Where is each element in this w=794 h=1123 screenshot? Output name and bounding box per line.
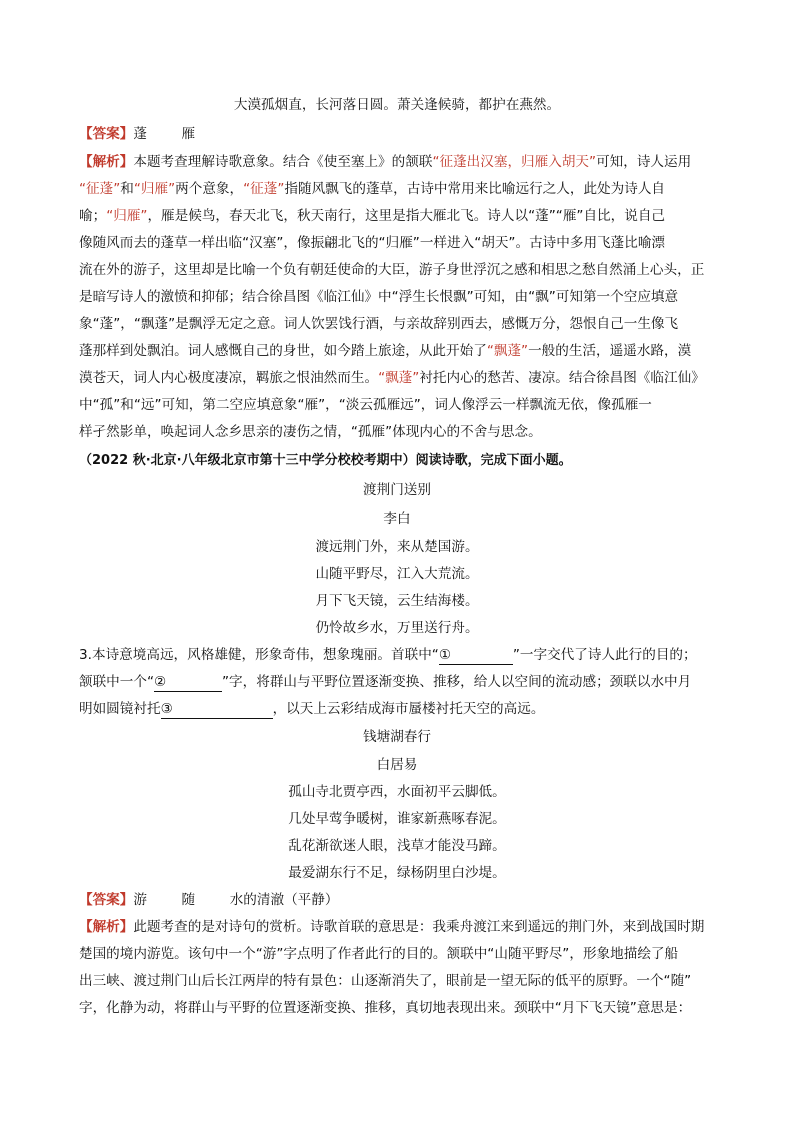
text: 漠苍天，词人内心极度凄凉，羁旅之恨油然而生。 (79, 370, 379, 386)
poem1-line: 月下飞天镜，云生结海楼。 (315, 593, 479, 609)
poem1-line: 渡远荆门外，来从楚国游。 (315, 539, 479, 555)
poem1-author: 李白 (383, 511, 411, 527)
top-verse: 大漠孤烟直，长河落日圆。萧关逢候骑，都护在燕然。 (233, 97, 561, 113)
poem2-title: 钱塘湖春行 (363, 729, 431, 745)
text: 蓬那样到处飘泊。词人感慨自己的身世，如今踏上旅途，从此开始了 (79, 343, 487, 359)
answer-label: 【答案】 (79, 126, 134, 142)
analysis-line-5: 流在外的游子，这里却是比喻一个负有朝廷使命的大臣，游子身世浮沉之感和相思之愁自然涌上心头，正 (79, 262, 705, 278)
analysis2-line-4: 字，化静为动，将群山与平野的位置逐渐变换、推移，真切地表现出来。颈联中“月下飞天镜”意思是： (79, 1000, 692, 1016)
text: ”字，将群山与平野位置逐渐变换、推移，给人以空间的流动感；颈联以水中月 (222, 674, 692, 690)
answer-label: 【答案】 (79, 892, 134, 908)
analysis-line-3 (79, 207, 719, 225)
text: ”一字交代了诗人此行的目的； (512, 647, 697, 663)
text: 指随风飘飞的蓬草，古诗中常用来比喻远行之人，此处为诗人自 (284, 181, 666, 197)
section-header: （2022 秋·北京·八年级北京市第十三中学分校校考期中）阅读诗歌，完成下面小题。 (79, 453, 572, 468)
analysis-line-11: 样孑然影单，唤起词人念乡思亲的凄伤之情，“孤雁”体现内心的不舍与思念。 (79, 424, 542, 440)
text: 衬托内心的愁苦、凄凉。结合徐昌图《临江仙》 (419, 370, 705, 386)
highlight: “飘蓬” (378, 370, 420, 386)
blank-3[interactable]: ③ (161, 700, 273, 719)
highlight: “归雁” (133, 181, 176, 197)
text: 明如圆镜衬托 (79, 701, 161, 717)
analysis-line-10: 中“孤”和“远”可知，第二空应填意象“雁”，“淡云孤雁远”，词人像浮云一样飘流无依，像孤雁一 (79, 397, 652, 413)
blank-1[interactable]: ① (439, 646, 513, 665)
analysis-line-2 (79, 180, 719, 198)
question-3-line-2 (79, 673, 719, 692)
poem2-line: 孤山寺北贾亭西，水面初平云脚低。 (288, 784, 506, 800)
text: ，雁是候鸟，春天北飞，秋天南行，这里是指大雁北飞。诗人以“蓬”“雁”自比，说自己 (147, 208, 666, 224)
analysis-label: 【解析】 (79, 154, 134, 170)
analysis-line-1 (79, 153, 719, 171)
answer-text: 游 随 水的清澈（平静） (133, 892, 339, 908)
analysis-label: 【解析】 (79, 919, 134, 935)
analysis-line-9 (79, 369, 719, 387)
poem2-author: 白居易 (376, 757, 418, 773)
poem1-title: 渡荆门送别 (363, 482, 431, 498)
text: ，以天上云彩结成海市蜃楼衬托天空的高远。 (272, 701, 545, 717)
answer-line (79, 125, 719, 143)
poem2-line: 最爱湖东行不足，绿杨阴里白沙堤。 (288, 865, 506, 881)
question-3-line-3 (79, 700, 719, 719)
text: 一般的生活，遥遥水路，漠 (528, 343, 692, 359)
highlight: “归雁” (106, 208, 148, 224)
text: 3.本诗意境高远，风格雄健，形象奇伟，想象瑰丽。首联中“ (79, 647, 439, 663)
poem1-line: 仍怜故乡水，万里送行舟。 (315, 620, 479, 636)
analysis2-line-2: 楚国的境内游览。该句中一个“游”字点明了作者此行的目的。颔联中“山随平野尽”，形象地描绘了船 (79, 946, 679, 962)
answer-text: 蓬 雁 (133, 126, 196, 142)
poem1-line: 山随平野尽，江入大荒流。 (315, 566, 479, 582)
poem2-line: 几处早莺争暖树，谁家新燕啄春泥。 (288, 811, 506, 827)
highlight: “征蓬” (79, 181, 121, 197)
text: 和 (120, 181, 134, 197)
answer-line-2 (79, 891, 719, 909)
analysis-line-4: 像随风而去的蓬草一样出临“汉塞”，像振翩北飞的“归雁”一样进入“胡天”。古诗中多用飞蓬比喻漂 (79, 235, 666, 251)
highlight: “飘蓬” (486, 343, 529, 359)
text: 颔联中一个“ (79, 674, 155, 690)
text: 可知，诗人运用 (596, 154, 692, 170)
text: 喻； (79, 208, 107, 224)
text: 两个意象， (175, 181, 244, 197)
analysis-line-8 (79, 342, 719, 360)
analysis2-line-3: 出三峡、渡过荆门山后长江两岸的特有景色：山逐渐消失了，眼前是一望无际的低平的原野。一个“随” (79, 973, 692, 989)
poem2-line: 乱花渐欲迷人眼，浅草才能没马蹄。 (288, 838, 506, 854)
text: 本题考查理解诗歌意象。结合《使至塞上》的颔联 (133, 154, 433, 170)
highlight: “征蓬” (243, 181, 285, 197)
analysis2-line-1 (79, 918, 719, 936)
blank-2[interactable]: ② (154, 673, 222, 692)
analysis-line-6: 是暗写诗人的激愤和抑郁；结合徐昌图《临江仙》中“浮生长恨飘”可知，由“飘”可知第一个空应填意 (79, 289, 679, 305)
text: 此题考查的是对诗句的赏析。诗歌首联的意思是：我乘舟渡江来到遥远的荆门外，来到战国时期 (133, 919, 705, 935)
question-3-line-1 (79, 646, 719, 665)
highlight: “征蓬出汉塞，归雁入胡天” (432, 154, 597, 170)
analysis-line-7: 象“蓬”，“飘蓬”是飘浮无定之意。词人饮罢饯行酒，与亲故辞别西去，感慨万分，怨恨自己一生像飞 (79, 316, 679, 332)
